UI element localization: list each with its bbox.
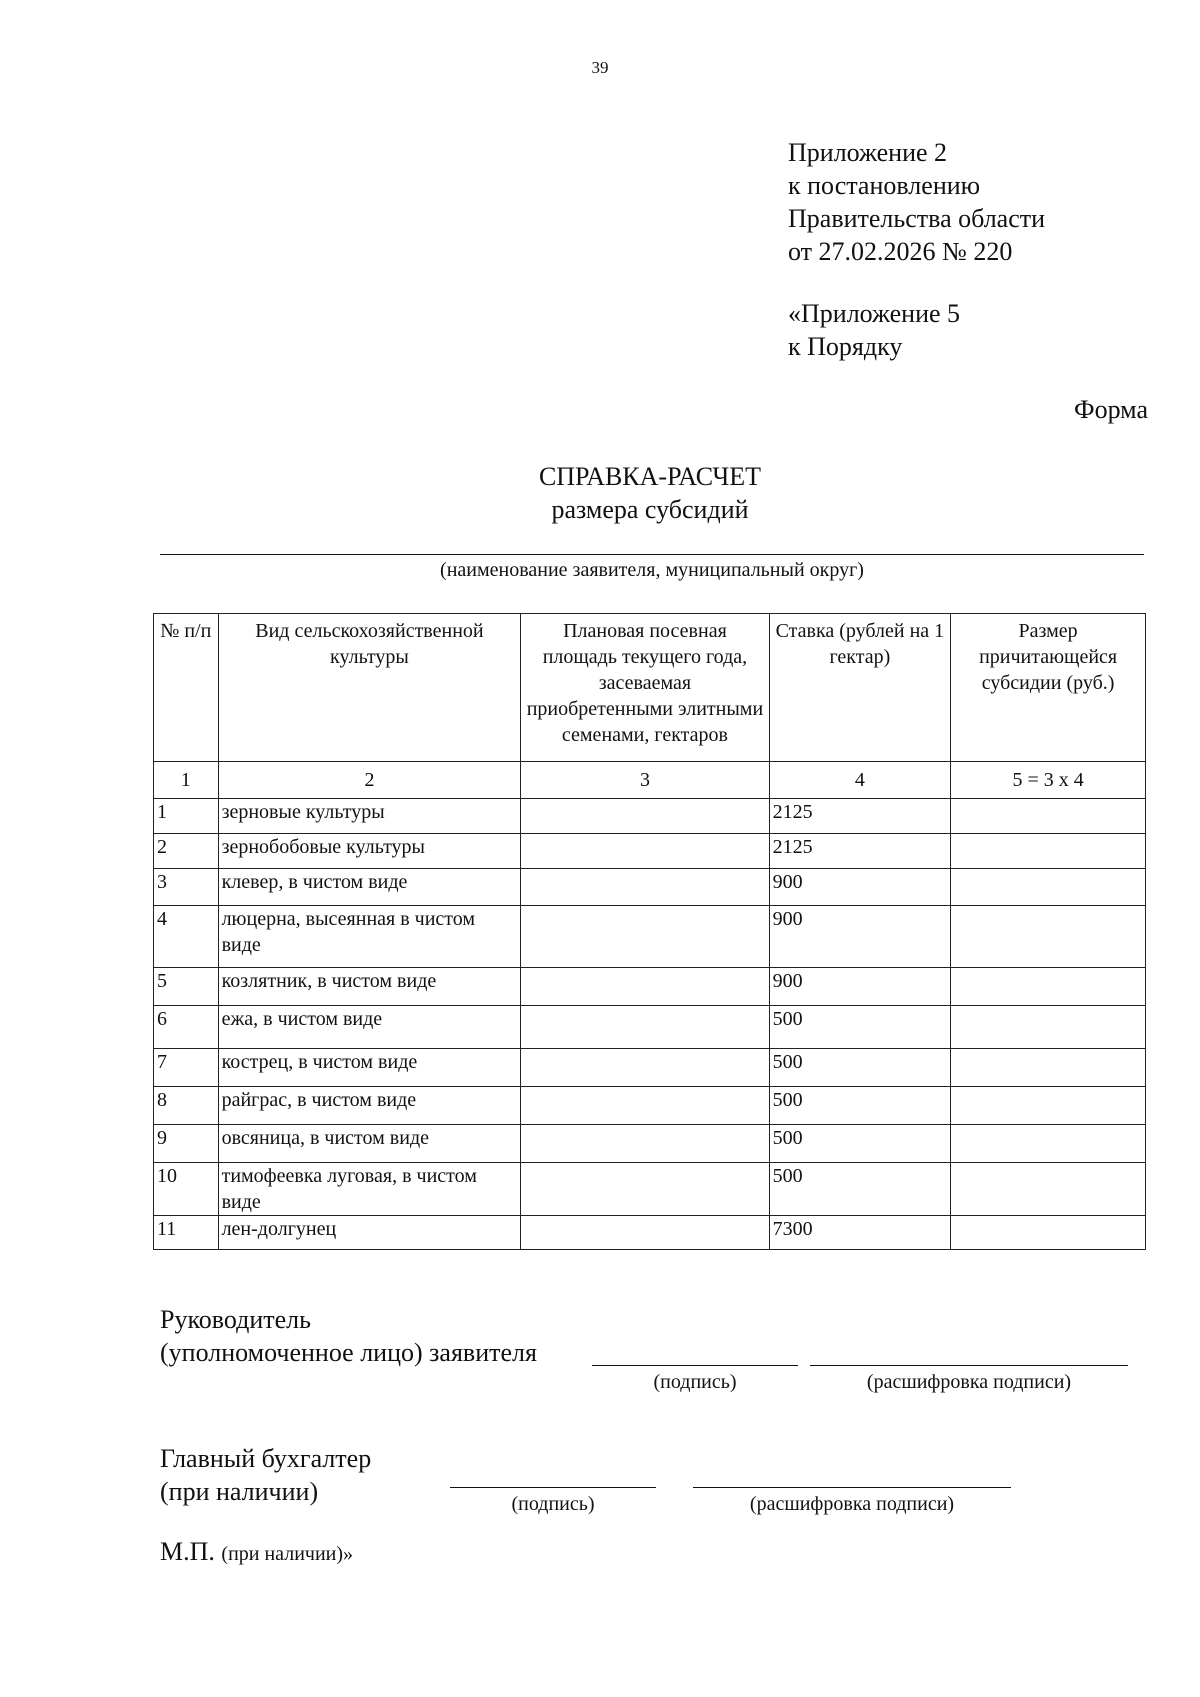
table-row [154,1006,1146,1049]
appendix-inner-line: «Приложение 5 [788,299,961,328]
table-row [154,1125,1146,1163]
head-subtitle: (уполномоченное лицо) заявителя [160,1338,537,1367]
row-crop: овсяница, в чистом виде [218,1125,521,1163]
column-number: 5 = 3 х 4 [951,762,1146,799]
row-crop: ежа, в чистом виде [218,1006,521,1049]
row-rate: 2125 [769,799,951,834]
header-area: Плановая посевная площадь текущего года, засеваемая приобретенными элитными семенами, гектаров [521,614,769,762]
head-signature-label [160,1303,537,1369]
applicant-fill-line[interactable] [160,554,1144,555]
row-amount-input[interactable] [951,1006,1146,1049]
header-amount: Размер причитающейся субсидии (руб.) [951,614,1146,762]
row-crop: козлятник, в чистом виде [218,968,521,1006]
row-rate: 500 [769,1087,951,1125]
row-area-input[interactable] [521,1049,769,1087]
appendix-line: к постановлению [788,171,981,200]
calculation-table [153,613,1146,1250]
stamp-label: М.П. [160,1537,215,1566]
head-sign-caption: (подпись) [653,1371,737,1393]
row-area-input[interactable] [521,968,769,1006]
row-amount-input[interactable] [951,1163,1146,1216]
appendix-line: Приложение 2 [788,138,948,167]
row-crop: люцерна, высеянная в чистом виде [218,906,521,968]
accountant-sign-caption: (подпись) [511,1493,595,1515]
document-title [0,460,1200,526]
row-crop: клевер, в чистом виде [218,869,521,906]
table-row [154,1163,1146,1216]
table-row [154,834,1146,869]
row-area-input[interactable] [521,834,769,869]
row-number: 2 [154,834,219,869]
table-row [154,799,1146,834]
title-main: СПРАВКА-РАСЧЕТ [538,462,762,491]
appendix-inner-line: к Порядку [788,332,903,361]
head-sign-line[interactable] [592,1365,798,1366]
row-number: 5 [154,968,219,1006]
row-crop: кострец, в чистом виде [218,1049,521,1087]
head-title: Руководитель [160,1305,311,1334]
row-area-input[interactable] [521,1006,769,1049]
row-amount-input[interactable] [951,1125,1146,1163]
row-crop: зернобобовые культуры [218,834,521,869]
form-label: Форма [1074,395,1148,424]
table-row [154,1087,1146,1125]
table-row [154,906,1146,968]
table-row [154,1216,1146,1250]
row-crop: лен-долгунец [218,1216,521,1250]
column-number: 1 [154,762,219,799]
column-number: 4 [769,762,951,799]
row-rate: 500 [769,1125,951,1163]
accountant-decode-line[interactable] [693,1487,1011,1488]
title-sub: размера субсидий [551,495,749,524]
accountant-signature-label [160,1442,371,1508]
column-number-row [154,762,1146,799]
row-area-input[interactable] [521,1163,769,1216]
row-area-input[interactable] [521,799,769,834]
row-amount-input[interactable] [951,1049,1146,1087]
row-rate: 2125 [769,834,951,869]
row-area-input[interactable] [521,869,769,906]
appendix-block [788,136,1045,268]
row-amount-input[interactable] [951,1087,1146,1125]
stamp-note: (при наличии)» [221,1543,354,1565]
row-amount-input[interactable] [951,1216,1146,1250]
row-number: 8 [154,1087,219,1125]
row-number: 11 [154,1216,219,1250]
head-decode-caption: (расшифровка подписи) [866,1371,1072,1393]
column-number: 2 [218,762,521,799]
accountant-subtitle: (при наличии) [160,1477,319,1506]
row-number: 6 [154,1006,219,1049]
page-number: 39 [591,58,609,77]
row-rate: 7300 [769,1216,951,1250]
column-number: 3 [521,762,769,799]
row-area-input[interactable] [521,1087,769,1125]
row-number: 1 [154,799,219,834]
row-number: 4 [154,906,219,968]
row-amount-input[interactable] [951,869,1146,906]
row-crop: тимофеевка луговая, в чистом виде [218,1163,521,1216]
row-number: 10 [154,1163,219,1216]
table-header-row [154,614,1146,762]
table-row [154,869,1146,906]
header-number: № п/п [154,614,219,762]
row-area-input[interactable] [521,906,769,968]
row-amount-input[interactable] [951,906,1146,968]
appendix-line: от 27.02.2026 № 220 [788,237,1013,266]
table-row [154,1049,1146,1087]
row-rate: 500 [769,1163,951,1216]
table-row [154,968,1146,1006]
row-amount-input[interactable] [951,834,1146,869]
row-rate: 500 [769,1049,951,1087]
head-decode-line[interactable] [810,1365,1128,1366]
row-crop: райграс, в чистом виде [218,1087,521,1125]
row-rate: 900 [769,906,951,968]
appendix-inner-block [788,297,960,363]
row-number: 3 [154,869,219,906]
accountant-sign-line[interactable] [450,1487,656,1488]
row-area-input[interactable] [521,1216,769,1250]
header-crop: Вид сельскохозяйственной культуры [218,614,521,762]
row-number: 9 [154,1125,219,1163]
header-rate: Ставка (рублей на 1 гектар) [769,614,951,762]
row-rate: 500 [769,1006,951,1049]
row-rate: 900 [769,968,951,1006]
row-area-input[interactable] [521,1125,769,1163]
applicant-hint: (наименование заявителя, муниципальный округ) [440,559,864,581]
row-rate: 900 [769,869,951,906]
row-crop: зерновые культуры [218,799,521,834]
appendix-line: Правительства области [788,204,1046,233]
row-amount-input[interactable] [951,799,1146,834]
accountant-decode-caption: (расшифровка подписи) [749,1493,955,1515]
row-number: 7 [154,1049,219,1087]
row-amount-input[interactable] [951,968,1146,1006]
accountant-title: Главный бухгалтер [160,1444,372,1473]
stamp-place [160,1537,353,1567]
